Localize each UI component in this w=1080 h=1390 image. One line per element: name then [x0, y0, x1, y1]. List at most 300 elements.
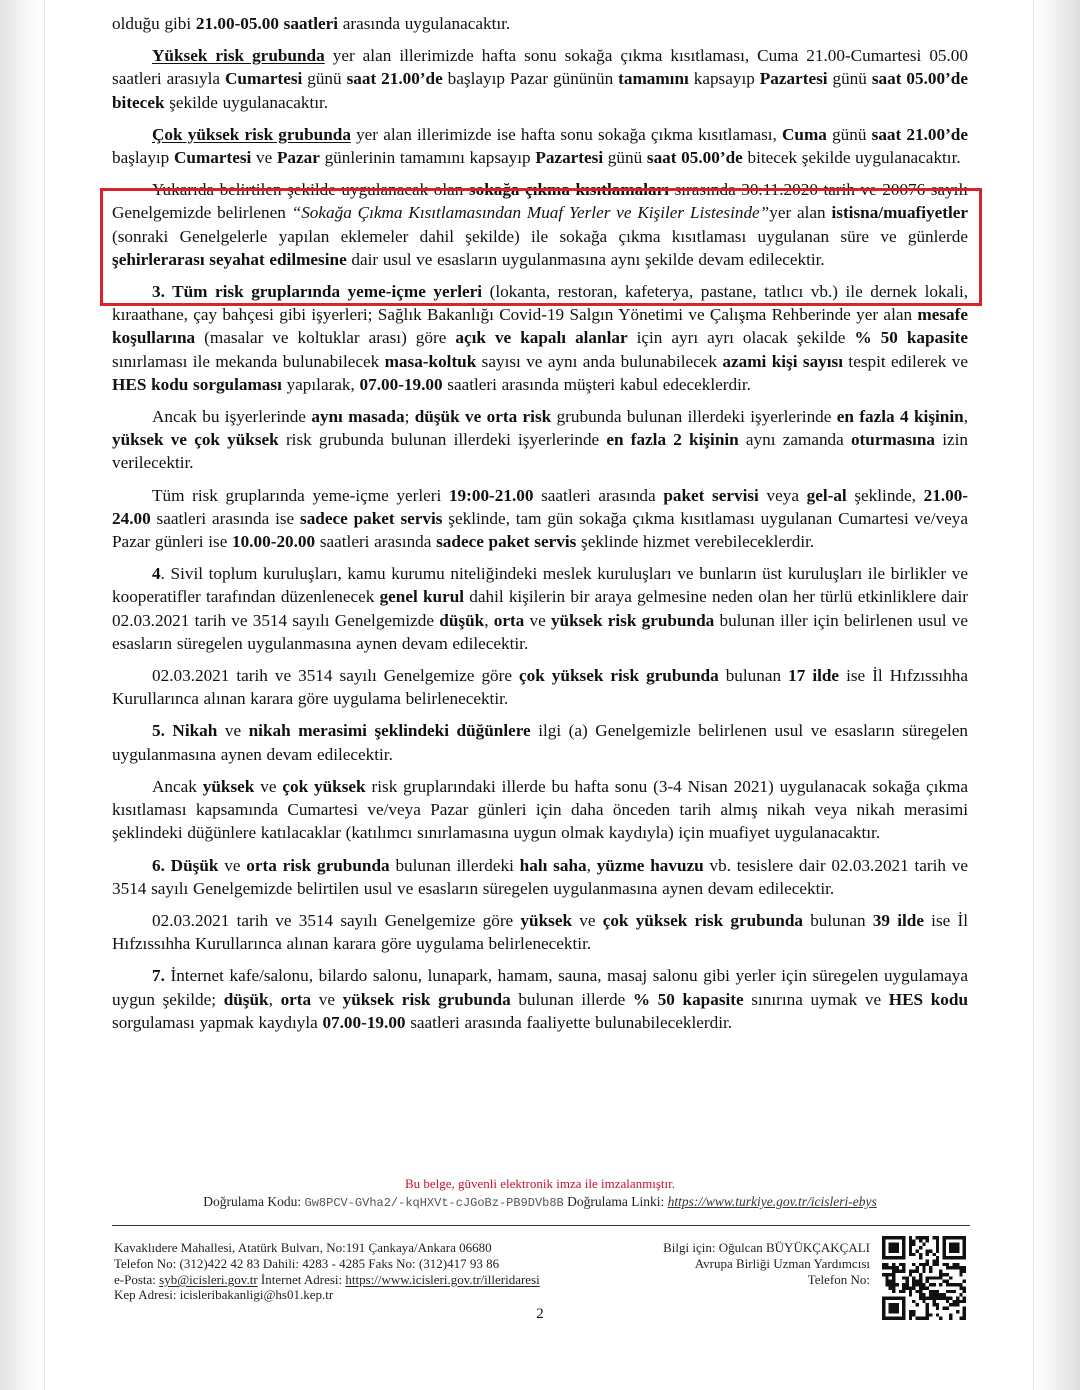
text-run: günü [302, 69, 347, 89]
qr-module [946, 1296, 949, 1299]
paragraph [112, 964, 968, 1034]
text-run: düşük ve orta risk [414, 407, 552, 427]
text-run: yer alan illerimizde hafta sonu sokağa çıkma kısıtlaması, Cuma 21.00-Cumartesi 05.00 saatleri arasıyla [112, 46, 968, 89]
text-run: Cuma [782, 124, 827, 144]
qr-module [949, 1296, 952, 1299]
qr-module [912, 1286, 915, 1289]
qr-module [912, 1276, 915, 1279]
qr-module [916, 1283, 919, 1286]
text-run: , [484, 610, 494, 630]
qr-module [919, 1253, 922, 1256]
text-run: çok yüksek risk grubunda [602, 910, 803, 930]
footer-info-name: Bilgi için: Oğulcan BÜYÜKÇAKÇALI [663, 1240, 870, 1255]
text-run: (sonraki Genelgelerle yapılan eklemeler dahil şekilde) ile sokağa çıkma kısıtlaması uygulanan süre ve günlerde [112, 226, 968, 246]
qr-module [953, 1263, 956, 1266]
qr-module [942, 1273, 945, 1276]
qr-module [889, 1280, 892, 1283]
qr-module [909, 1249, 912, 1252]
qr-module [909, 1243, 912, 1246]
qr-module [963, 1296, 966, 1299]
text-run: yüzme havuzu [596, 855, 704, 875]
qr-module [885, 1273, 888, 1276]
text-run: şehirlerarası seyahat edilmesine [112, 249, 347, 269]
qr-module [949, 1283, 952, 1286]
qr-module [932, 1276, 935, 1279]
qr-module [895, 1270, 898, 1273]
text-run: açık ve kapalı alanlar [455, 328, 628, 348]
qr-module [959, 1266, 962, 1269]
paragraph [112, 775, 968, 845]
qr-module [939, 1296, 942, 1299]
text-run: Ancak bu işyerlerinde [152, 407, 312, 427]
qr-module [919, 1256, 922, 1259]
qr-module [932, 1293, 935, 1296]
text-run: yüksek risk grubunda [550, 610, 715, 630]
text-run: 5. Nikah [152, 721, 218, 741]
text-run: saat 05.00’de bitecek [112, 69, 968, 112]
qr-module [882, 1266, 885, 1269]
qr-module [926, 1236, 929, 1239]
footer-address: Kavaklıdere Mahallesi, Atatürk Bulvarı, No:191 Çankaya/Ankara 06680 [114, 1240, 492, 1255]
qr-module [963, 1270, 966, 1273]
qr-module [909, 1286, 912, 1289]
qr-module [902, 1286, 905, 1289]
text-run: saat 05.00’de [646, 148, 743, 168]
qr-module [942, 1296, 945, 1299]
document-body [112, 12, 968, 1043]
qr-module [882, 1263, 885, 1266]
qr-module [949, 1243, 959, 1253]
qr-module [922, 1263, 925, 1266]
text-run: HES kodu [888, 989, 969, 1009]
qr-module [902, 1263, 905, 1266]
qr-module [936, 1236, 939, 1239]
text-run: en fazla 2 kişinin [606, 430, 739, 450]
text-run: günlerinin tamamını kapsayıp [319, 148, 536, 168]
text-run: Cumartesi [224, 69, 303, 89]
text-run: mesafe koşullarına [112, 305, 968, 348]
qr-module [906, 1280, 909, 1283]
qr-module [942, 1280, 945, 1283]
text-run: günü [603, 148, 647, 168]
qr-module [932, 1253, 935, 1256]
text-run: saatleri arasında faaliyette bulunabileceklerdir. [405, 1012, 733, 1032]
paragraph [112, 562, 968, 655]
qr-module [956, 1263, 959, 1266]
text-run: şeklinde, tam gün sokağa çıkma kısıtlaması uygulanan Cumartesi ve/veya Pazar günleri ise [112, 508, 968, 552]
text-run: sınırlaması ile mekanda bulunabilecek [112, 351, 385, 371]
text-run: , [963, 407, 968, 427]
footer-info [600, 1240, 870, 1287]
text-run: ve [251, 148, 277, 168]
qr-module [946, 1273, 949, 1276]
qr-module [912, 1243, 915, 1246]
qr-module [906, 1286, 909, 1289]
paragraph [112, 44, 968, 114]
qr-module [932, 1296, 935, 1299]
qr-module [922, 1266, 925, 1269]
text-run: şekilde uygulanacaktır. [164, 92, 329, 112]
highlight-box [100, 188, 982, 306]
text-run: saatleri arasında [533, 485, 664, 505]
footer-info-title: Avrupa Birliği Uzman Yardımcısı [694, 1255, 870, 1271]
footer-email-label: e-Posta: [114, 1271, 156, 1287]
qr-module [916, 1290, 919, 1293]
qr-module [963, 1266, 966, 1269]
qr-module [949, 1290, 952, 1293]
verification-link[interactable]: https://www.turkiye.gov.tr/icisleri-ebys [667, 1194, 877, 1209]
text-run: tamamını [618, 69, 689, 89]
text-run: sadece paket servis [436, 532, 577, 552]
text-run: Cumartesi [173, 148, 252, 168]
qr-module [919, 1246, 922, 1249]
footer-web-label: İnternet Adresi: [260, 1271, 343, 1287]
text-run: bulunan [802, 910, 873, 930]
text-run: Pazartesi [535, 148, 604, 168]
qr-module [882, 1273, 885, 1276]
qr-module [889, 1266, 892, 1269]
text-run: oturmasına [850, 430, 935, 450]
qr-module [953, 1283, 956, 1286]
text-run: . Sivil toplum kuruluşları, kamu kurumu niteliğindeki meslek kuruluşları ve bunların üst kuruluşları ile birlikler ve kooperatifler tarafından düzenlenecek [112, 564, 968, 607]
qr-module [885, 1276, 888, 1279]
text-run: dair usul ve esasların uygulanmasına aynı şekilde devam edilecektir. [346, 249, 825, 269]
qr-module [912, 1239, 915, 1242]
qr-module [929, 1276, 932, 1279]
text-run: İnternet kafe/salonu, bilardo salonu, lunapark, hamam, sauna, masaj salonu gibi yerler için süregelen uygulamaya uygun şekilde; [112, 966, 968, 1009]
qr-module [885, 1263, 888, 1266]
text-run: 4 [152, 564, 161, 584]
qr-module [885, 1266, 888, 1269]
text-run: ise İl Hıfzıssıhha Kurullarınca alınan karara göre uygulama belirlenecektir. [112, 910, 968, 954]
text-run: nikah merasimi şeklindeki düğünlere [248, 721, 531, 741]
text-run: vb. tesislere dair 02.03.2021 tarih ve 3514 sayılı Genelgemizde belirtilen usul ve esasların süregelen uygulanmasına aynen devam edilecektir. [112, 855, 969, 898]
qr-module [936, 1276, 939, 1279]
text-run: düşük [439, 610, 485, 630]
qr-module [936, 1256, 939, 1259]
qr-module [902, 1276, 905, 1279]
qr-module [909, 1290, 912, 1293]
qr-module [909, 1270, 912, 1273]
text-run: 02.03.2021 tarih ve 3514 sayılı Genelgemize göre [152, 910, 521, 930]
text-run: saatleri arasında müşteri kabul edeceklerdir. [442, 374, 751, 394]
text-run: sokağa çıkma kısıtlamaları [468, 180, 670, 200]
text-run: 10.00-20.00 [232, 532, 316, 552]
text-run: saatleri arasında ise [150, 508, 300, 528]
qr-module [912, 1270, 915, 1273]
text-run: 17 ilde [788, 666, 840, 686]
qr-module [956, 1266, 959, 1269]
footer-kep: Kep Adresi: icisleribakanligi@hs01.kep.tr [114, 1287, 334, 1303]
text-run: aynı zamanda [738, 430, 851, 450]
qr-module [956, 1283, 959, 1286]
qr-module [902, 1266, 905, 1269]
verification-link-label: Doğrulama Linki: [567, 1194, 665, 1209]
text-run: halı saha [519, 855, 587, 875]
qr-module [899, 1263, 902, 1266]
qr-module [909, 1253, 912, 1256]
text-run: ; [404, 407, 415, 427]
text-run: çok yüksek [282, 776, 366, 796]
qr-module [919, 1290, 922, 1293]
qr-module [912, 1280, 915, 1283]
qr-module [906, 1276, 909, 1279]
qr-module [922, 1270, 925, 1273]
text-run: ve [311, 989, 343, 1009]
qr-module [919, 1283, 922, 1286]
text-run: şeklinde, [846, 485, 924, 505]
footer-contact [114, 1240, 540, 1303]
text-run: çok yüksek risk grubunda [519, 666, 719, 686]
qr-module [959, 1293, 962, 1296]
text-run: Pazar [276, 148, 320, 168]
qr-module [899, 1270, 902, 1273]
text-run: Tüm risk gruplarında yeme-içme yerleri [152, 485, 449, 505]
qr-module [936, 1246, 939, 1249]
qr-module [929, 1266, 932, 1269]
text-run: paket servisi [663, 485, 759, 505]
verification-code-label: Doğrulama Kodu: [203, 1194, 302, 1209]
qr-module [899, 1290, 902, 1293]
text-run: ve [254, 776, 283, 796]
e-signature-note: Bu belge, güvenli elektronik imza ile imzalanmıştır. [404, 1176, 676, 1191]
qr-module [892, 1276, 895, 1279]
qr-module [919, 1286, 922, 1289]
qr-module [919, 1236, 922, 1239]
qr-module [932, 1260, 935, 1263]
text-run: saatleri arasında [315, 532, 437, 552]
text-run: ve [572, 910, 603, 930]
footer-web-link[interactable]: https://www.icisleri.gov.tr/illeridaresi [345, 1271, 540, 1287]
qr-module [956, 1296, 959, 1299]
text-run: sırasında 30.11.2020 tarih ve 20076 sayılı Genelgemizde belirlenen [112, 180, 969, 223]
qr-module [946, 1300, 949, 1303]
qr-module [929, 1283, 932, 1286]
qr-module [926, 1249, 929, 1252]
text-run: , [268, 989, 281, 1009]
qr-module [926, 1296, 929, 1299]
qr-module [892, 1266, 895, 1269]
text-run: aynı masada [311, 407, 405, 427]
qr-module [949, 1266, 952, 1269]
qr-module [902, 1283, 905, 1286]
text-run: arasında uygulanacaktır. [338, 14, 511, 33]
qr-module [916, 1280, 919, 1283]
qr-module [942, 1263, 945, 1266]
text-run: ilgi (a) Genelgemizle belirlenen usul ve esasların süregelen uygulanmasına aynen devam edilecektir. [112, 721, 968, 764]
qr-module [916, 1236, 919, 1239]
text-run: veya [758, 485, 807, 505]
text-run: 7. [152, 966, 165, 986]
qr-module [926, 1286, 929, 1289]
qr-module [936, 1263, 939, 1266]
text-run: ise İl Hıfzıssıhha Kurullarınca alınan karara göre uygulama belirlenecektir. [112, 666, 968, 709]
qr-module [953, 1266, 956, 1269]
text-run: bulunan iller için belirlenen usul ve esasların süregelen uygulanmasına aynen devam edilecektir. [112, 610, 968, 653]
qr-module [922, 1243, 925, 1246]
qr-module [936, 1296, 939, 1299]
qr-module [916, 1249, 919, 1252]
text-run: Yukarıda belirtilen şekilde uygulanacak olan [152, 180, 469, 200]
text-run: 21.00-24.00 [112, 485, 969, 528]
qr-module [926, 1276, 929, 1279]
text-run: Çok yüksek risk grubunda [152, 124, 351, 144]
qr-module [912, 1253, 915, 1256]
qr-module [895, 1283, 898, 1286]
text-run: azami kişi sayısı [722, 351, 844, 371]
paragraph [112, 405, 968, 475]
qr-module [939, 1273, 942, 1276]
qr-module [936, 1239, 939, 1242]
qr-module [916, 1266, 919, 1269]
qr-module [892, 1280, 895, 1283]
text-run: , [586, 855, 597, 875]
qr-module [939, 1276, 942, 1279]
qr-module [889, 1286, 892, 1289]
text-run: saat 21.00’de [871, 124, 968, 144]
qr-module [926, 1280, 929, 1283]
footer-email-web [114, 1272, 540, 1288]
qr-module [936, 1260, 939, 1263]
qr-module [932, 1263, 935, 1266]
text-run: düşük [223, 989, 269, 1009]
text-run: sınırına uymak ve [743, 989, 889, 1009]
qr-module [889, 1243, 899, 1253]
qr-module [932, 1290, 935, 1293]
text-run: 21.00-05.00 saatleri [195, 14, 339, 33]
qr-module [922, 1286, 925, 1289]
qr-module [895, 1266, 898, 1269]
qr-module [939, 1283, 942, 1286]
qr-module [949, 1276, 952, 1279]
footer-email-link[interactable]: syb@icisleri.gov.tr [159, 1271, 258, 1287]
qr-module [959, 1270, 962, 1273]
text-run: ve [218, 855, 247, 875]
qr-module [932, 1300, 935, 1303]
paragraph [112, 664, 968, 710]
qr-module [939, 1293, 942, 1296]
qr-module [892, 1270, 895, 1273]
qr-module [936, 1290, 939, 1293]
paragraph [112, 719, 968, 765]
qr-module [889, 1283, 892, 1286]
text-run: orta [493, 610, 525, 630]
qr-module [909, 1246, 912, 1249]
qr-module [919, 1280, 922, 1283]
qr-module [909, 1239, 912, 1242]
qr-module [885, 1283, 888, 1286]
footer-info-phone: Telefon No: [807, 1271, 870, 1287]
text-run: risk grubunda bulunan illerdeki işyerlerinde [278, 430, 607, 450]
qr-module [939, 1270, 942, 1273]
qr-module [946, 1283, 949, 1286]
text-run: HES kodu sorgulaması [112, 374, 282, 394]
qr-module [963, 1280, 966, 1283]
qr-module [919, 1263, 922, 1266]
qr-module [892, 1273, 895, 1276]
text-run: ve [217, 721, 249, 741]
qr-module [892, 1286, 895, 1289]
text-run: sorgulaması yapmak kaydıyla [112, 1012, 323, 1032]
paragraph [112, 12, 968, 35]
text-run: yüksek ve çok yüksek [112, 430, 279, 450]
text-run: orta risk grubunda [246, 855, 390, 875]
qr-module [912, 1300, 915, 1303]
text-run: istisna/muafiyetler [831, 203, 969, 223]
text-run: kapsayıp [688, 69, 760, 89]
text-run: “Sokağa Çıkma Kısıtlamasından Muaf Yerler ve Kişiler Listesinde” [291, 203, 770, 223]
qr-module [963, 1286, 966, 1289]
text-run: bulunan illerdeki [389, 855, 520, 875]
text-run: olduğu gibi [112, 14, 196, 33]
text-run: izin verilecektir. [112, 430, 968, 473]
qr-module [963, 1290, 966, 1293]
qr-module [942, 1293, 945, 1296]
text-run: 07.00-19.00 [359, 374, 443, 394]
qr-module [926, 1260, 929, 1263]
paragraph [112, 484, 968, 554]
text-run: bitecek şekilde uygulanacaktır. [742, 148, 961, 168]
text-run: sayısı ve aynı anda bulunabilecek [476, 351, 723, 371]
text-run: risk gruplarındaki illerde bu hafta sonu (3-4 Nisan 2021) uygulanacak sokağa çıkma kısıtlaması kapsamında Cumartesi ve/veya Pazar günleri için daha önceden tarih almış nikah veya nikah merasimi şeklindeki düğünlere katılacaklar (katılımcı sınırlamasına uygun olmak kaydıyla) için muafiyet uygulanacaktır. [112, 776, 968, 843]
text-run: % 50 kapasite [854, 328, 968, 348]
qr-module [926, 1253, 929, 1256]
qr-module [946, 1266, 949, 1269]
qr-module [892, 1283, 895, 1286]
text-run: 02.03.2021 tarih ve 3514 sayılı Genelgemize göre [152, 666, 519, 686]
text-run: genel kurul [379, 587, 465, 607]
paragraph [112, 123, 968, 169]
text-run: saat 21.00’de [346, 69, 443, 89]
footer-phone: Telefon No: (312)422 42 83 Dahili: 4283 - 4285 Faks No: (312)417 93 86 [114, 1255, 500, 1271]
text-run: günü [827, 69, 872, 89]
qr-module [929, 1290, 932, 1293]
text-run: 19:00-21.00 [448, 485, 534, 505]
qr-module [946, 1290, 949, 1293]
text-run: günü [826, 124, 872, 144]
qr-module [956, 1300, 959, 1303]
text-run: (lokanta, restoran, kafeterya, pastane, tatlıcı vb.) ile dernek lokali, kıraathane, çay bahçesi gibi işyerleri; Sağlık Bakanlığı Covid-19 Salgın Yönetimi ve Çalışma Rehberinde yer alan [112, 282, 969, 325]
text-run: başlayıp Pazar gününün [442, 69, 619, 89]
text-run: dahil kişilerin bir araya gelmesine neden olan her türlü etkinliklere dair 02.03.2021 tarih ve 3514 sayılı Genelgemizde [112, 587, 969, 630]
text-run: en fazla 4 kişinin [836, 407, 964, 427]
qr-module [926, 1239, 929, 1242]
text-run: (masalar ve koltuklar arası) göre [195, 328, 456, 348]
qr-module [932, 1236, 935, 1239]
text-run: bulunan illerde [510, 989, 633, 1009]
qr-module [912, 1283, 915, 1286]
qr-module [912, 1263, 915, 1266]
text-run: yüksek [202, 776, 255, 796]
qr-module [936, 1243, 939, 1246]
qr-module [963, 1300, 966, 1303]
verification-line [0, 1194, 1080, 1210]
text-run: 6. Düşük [152, 855, 219, 875]
text-run: başlayıp [112, 148, 174, 168]
footer-divider [112, 1225, 970, 1226]
text-run: grubunda bulunan illerdeki işyerlerinde [551, 407, 837, 427]
text-run: 3. Tüm risk gruplarında yeme-içme yerleri [152, 282, 483, 302]
text-run: yer alan [769, 203, 832, 223]
qr-module [953, 1290, 956, 1293]
qr-module [919, 1273, 922, 1276]
qr-module [892, 1290, 895, 1293]
qr-module [929, 1296, 932, 1299]
text-run: şeklinde hizmet verebileceklerdir. [576, 532, 815, 552]
page-number: 2 [536, 1306, 544, 1322]
qr-module [919, 1276, 922, 1279]
qr-module [885, 1280, 888, 1283]
